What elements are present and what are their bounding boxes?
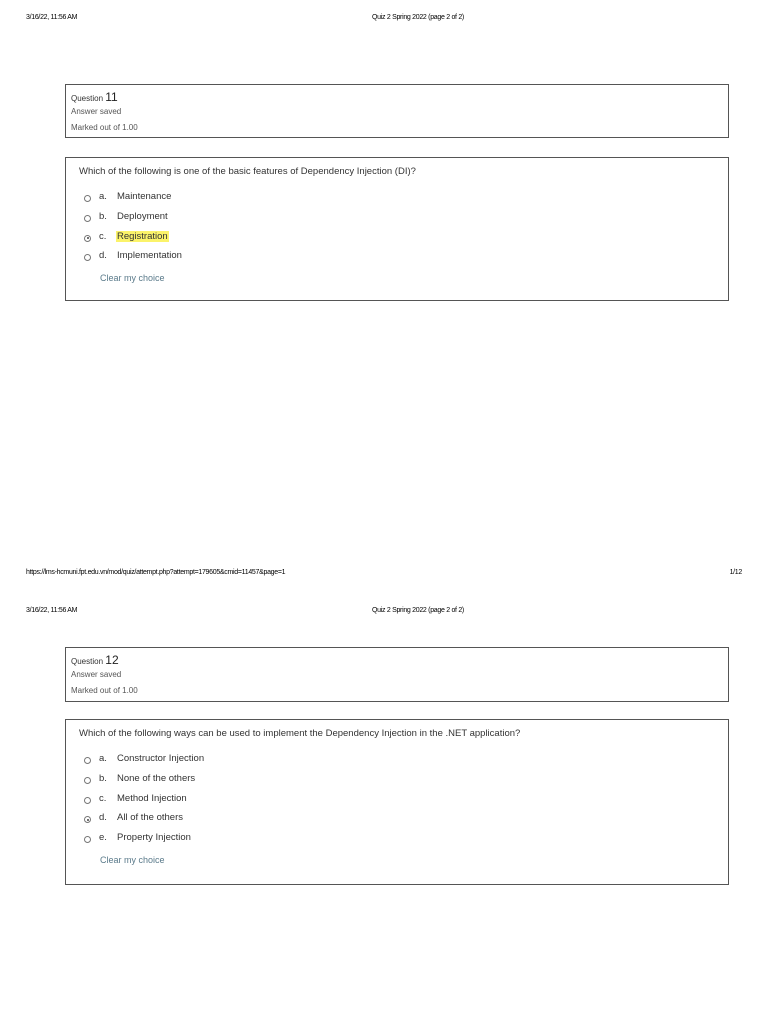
- radio-unchecked-icon[interactable]: [84, 254, 91, 261]
- question-label: Question: [71, 94, 104, 103]
- question-info-12: [65, 647, 729, 702]
- radio-unchecked-icon[interactable]: [84, 797, 91, 804]
- print-title: Quiz 2 Spring 2022 (page 2 of 2): [372, 607, 464, 614]
- radio-unchecked-icon[interactable]: [84, 777, 91, 784]
- question-text: Which of the following is one of the basic features of Dependency Injection (DI)?: [79, 166, 416, 177]
- clear-my-choice-link[interactable]: Clear my choice: [100, 273, 165, 284]
- answer-option-c[interactable]: c. Method Injection: [79, 791, 715, 811]
- answer-option-a[interactable]: a. Constructor Injection: [79, 751, 715, 771]
- highlighted-answer: Registration: [117, 230, 168, 242]
- question-number: 11: [105, 90, 118, 104]
- answer-option-d[interactable]: d. All of the others: [79, 810, 715, 830]
- radio-unchecked-icon[interactable]: [84, 195, 91, 202]
- radio-checked-icon[interactable]: [84, 235, 91, 242]
- question-status: Answer saved: [71, 670, 122, 679]
- print-title: Quiz 2 Spring 2022 (page 2 of 2): [372, 14, 464, 21]
- question-info-11: [65, 84, 729, 138]
- radio-checked-icon[interactable]: [84, 816, 91, 823]
- answer-option-a[interactable]: a. Maintenance: [79, 189, 715, 209]
- question-marks: Marked out of 1.00: [71, 123, 138, 132]
- print-datetime: 3/16/22, 11:56 AM: [26, 14, 78, 21]
- print-url: https://lms-hcmuni.fpt.edu.vn/mod/quiz/attempt.php?attempt=179605&cmid=11457&page=1: [26, 569, 286, 576]
- question-label: Question: [71, 657, 104, 666]
- radio-unchecked-icon[interactable]: [84, 836, 91, 843]
- answer-option-b[interactable]: b. None of the others: [79, 771, 715, 791]
- print-datetime: 3/16/22, 11:56 AM: [26, 607, 78, 614]
- radio-unchecked-icon[interactable]: [84, 757, 91, 764]
- radio-unchecked-icon[interactable]: [84, 215, 91, 222]
- answer-option-d[interactable]: d. Implementation: [79, 248, 715, 268]
- question-marks: Marked out of 1.00: [71, 686, 138, 695]
- question-number: 12: [105, 653, 119, 667]
- question-text: Which of the following ways can be used to implement the Dependency Injection in the .NET application?: [79, 728, 521, 739]
- print-page-number: 1/12: [729, 569, 742, 576]
- clear-my-choice-link[interactable]: Clear my choice: [100, 854, 165, 865]
- answer-option-b[interactable]: b. Deployment: [79, 209, 715, 229]
- answer-option-c[interactable]: c. Registration: [79, 229, 715, 249]
- answer-option-e[interactable]: e. Property Injection: [79, 830, 715, 850]
- question-status: Answer saved: [71, 107, 122, 116]
- question-content-12: [65, 719, 729, 885]
- question-content-11: [65, 157, 729, 301]
